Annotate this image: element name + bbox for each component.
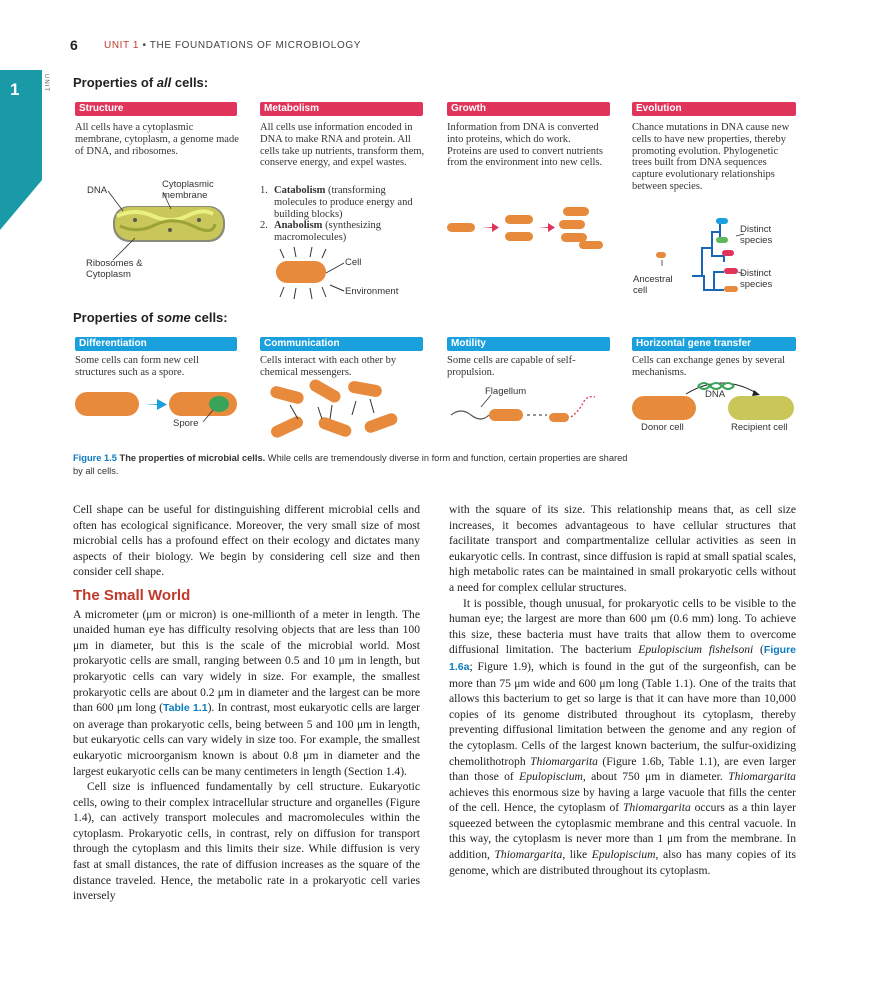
label-cytoplasmic-membrane: Cytoplasmic membrane	[162, 179, 214, 201]
label-ribosomes: Ribosomes & Cytoplasm	[86, 258, 143, 280]
panel-title-differentiation: Differentiation	[75, 337, 237, 351]
figure-1-6a-link[interactable]: Figure 1.6a	[449, 644, 796, 673]
paragraph: Cell size is influenced fundamentally by cell structure. Eukaryotic cells, owing to their complex intracellular structure and organelles (Figure 1.4), can actively transport molecules and macromolecules within the cytoplasm. Prokaryotic cells, in contrast, rely on diffusion for transport through the cytoplasm and this limits their size. While diffusion is very fast at small distances, the rate of diffusion increases as the square of the distance traveled. Hence, the metabolic rate in a prokaryotic cell varies inversely	[73, 780, 420, 903]
figure-title: The properties of microbial cells.	[119, 453, 266, 463]
some-cells-heading: Properties of some cells:	[73, 310, 228, 325]
panel-title-evolution: Evolution	[632, 102, 796, 116]
running-head	[104, 40, 361, 51]
panel-title-structure: Structure	[75, 102, 237, 116]
chapter-tab-number: 1	[10, 80, 20, 99]
label-recipient-cell: Recipient cell	[731, 422, 788, 433]
label-distinct-species-2: Distinct species	[740, 268, 773, 290]
panel-text-hgt: Cells can exchange genes by several mechanisms.	[632, 355, 786, 378]
figure-label: Figure 1.5	[73, 453, 117, 463]
label-dna: DNA	[87, 185, 108, 196]
panel-title-metabolism: Metabolism	[260, 102, 423, 116]
page-number: 6	[70, 37, 78, 53]
figure-caption	[73, 452, 633, 477]
growth-cell-diagram	[447, 205, 607, 250]
panel-text-growth: Information from DNA is converted into proteins, which do work. Proteins are used to convert nutrients from the environment into new cells.	[447, 122, 604, 169]
panel-text-differentiation: Some cells can form new cell structures such as a spore.	[75, 355, 199, 378]
label-flagellum: Flagellum	[485, 386, 527, 397]
panel-title-motility: Motility	[447, 337, 610, 351]
panel-text-structure: All cells have a cytoplasmic membrane, cytoplasm, a genome made of DNA, and ribosomes.	[75, 122, 239, 157]
paragraph: It is possible, though unusual, for prokaryotic cells to be visible to the human eye; the largest are more than 600 μm (0.6 mm) long. To achieve this size, these bacteria must have traits that allow them to overcome diffusional limitation. The bacterium Epulopiscium fishelsoni (Figure 1.6a; Figure 1.9), which is found in the gut of the surgeonfish, can be more than 75 μm wide and 600 μm long (Table 1.1). One of the traits that allows this bacterium to get so large is that it can have more than 10,000 copies of its genome distributed throughout its cytoplasm, thereby preventing diffusional limitation between the genome and any region of the cytoplasm. Cells of the largest known bacterium, the sulfur-oxidizing chemolithotroph Thiomargarita (Figure 1.6b, Table 1.1), are even larger than those of Epulopiscium, about 750 μm in diameter. Thiomargarita achieves this enormous size by having a large vacuole that fills the center of the cell. Hence, the cytoplasm of Thiomargarita occurs as a thin layer squeezed between the cytoplasmic membrane and this central vacuole. In this way, the cytoplasm is never more than 1 μm from the membrane. In addition, Thiomargarita, like Epulopiscium, also has many copies of its genome, which are distributed throughout its cytoplasm.	[449, 596, 796, 877]
unit-label: UNIT 1	[104, 40, 140, 51]
hgt-diagram	[632, 378, 797, 423]
panel-text-metabolism: All cells use information encoded in DNA to make RNA and protein. All cells take up nutrients, transform them, conserve energy, and expel wastes.	[260, 122, 425, 169]
list-item: 2. Anabolism (synthesizing macromolecules)	[260, 220, 382, 244]
panel-title-communication: Communication	[260, 337, 423, 351]
paragraph: Cell shape can be useful for distinguishing different microbial cells and often has ecological significance. Moreover, the very small size of most microbial cells has a profound effect on their ecology and dictates many aspects of their biology. We begin by considering cell size and then consider cell shape.	[73, 503, 420, 579]
label-donor-cell: Donor cell	[641, 422, 684, 433]
head-separator: •	[142, 40, 147, 51]
panel-title-hgt: Horizontal gene transfer	[632, 337, 796, 351]
figure-caption-text: While cells are tremendously diverse in form and function, certain properties are shared by all cells.	[73, 453, 628, 476]
section-title: THE FOUNDATIONS OF MICROBIOLOGY	[149, 40, 361, 51]
panel-text-communication: Cells interact with each other by chemical messengers.	[260, 355, 397, 378]
paragraph: with the square of its size. This relationship means that, as cell size increases, it becomes advantageous to have cellular structures that facilitate transport and compartmentalize cellular activities as seen in eukaryotic cells. In contrast, since diffusion is rapid at small spatial scales, high metabolic rates can be maintained in small prokaryotic cells without a need for complex cellular structures.	[449, 503, 796, 594]
panel-text-evolution: Chance mutations in DNA cause new cells to have new properties, thereby promoting evolution. Phylogenetic trees built from DNA sequences capture evolutionary relationships between species.	[632, 122, 790, 192]
chapter-side-tab	[0, 70, 42, 230]
label-cell: Cell	[345, 257, 362, 268]
label-spore: Spore	[173, 418, 199, 429]
all-cells-heading: Properties of all cells:	[73, 75, 209, 90]
body-column-right	[449, 502, 796, 878]
panel-text-motility: Some cells are capable of self-propulsion.	[447, 355, 576, 378]
differentiation-diagram	[73, 388, 248, 428]
label-dna-transfer: DNA	[705, 389, 726, 400]
label-distinct-species-1: Distinct species	[740, 224, 773, 246]
table-1-1-link[interactable]: Table 1.1	[163, 702, 208, 715]
paragraph: A micrometer (μm or micron) is one-millionth of a meter in length. The unaided human eye has difficulty resolving objects that are less than 100 μm in diameter, but this is the scale of the microbial world. Most prokaryotic cells are small, ranging between 0.5 and 10 μm in length, but prokaryotic cells can vary widely in size. For example, the smallest prokaryotic cells are about 0.2 μm in diameter and the largest can be more than 600 μm long (Table 1.1). In contrast, most eukaryotic cells are larger on average than prokaryotic cells, being between 5 and 100 μm in length, but eukaryotic cells can vary widely in size too. For example, the smallest eukaryotic microorganism known is about 0.8 μm in diameter and the largest eukaryotic cells can be many centimeters in length (Section 1.4).	[73, 607, 420, 778]
label-environment: Environment	[345, 286, 399, 297]
chapter-tab-label: UNIT	[43, 74, 49, 92]
list-item: 1. Catabolism (transforming molecules to produce energy and building blocks)	[260, 185, 413, 220]
panel-title-growth: Growth	[447, 102, 610, 116]
section-heading-small-world: The Small World	[73, 586, 191, 604]
metabolism-list	[260, 185, 430, 244]
label-ancestral-cell: Ancestral cell	[633, 274, 673, 296]
motility-diagram	[447, 385, 617, 435]
body-column-left	[73, 502, 420, 904]
communication-diagram	[260, 375, 430, 440]
